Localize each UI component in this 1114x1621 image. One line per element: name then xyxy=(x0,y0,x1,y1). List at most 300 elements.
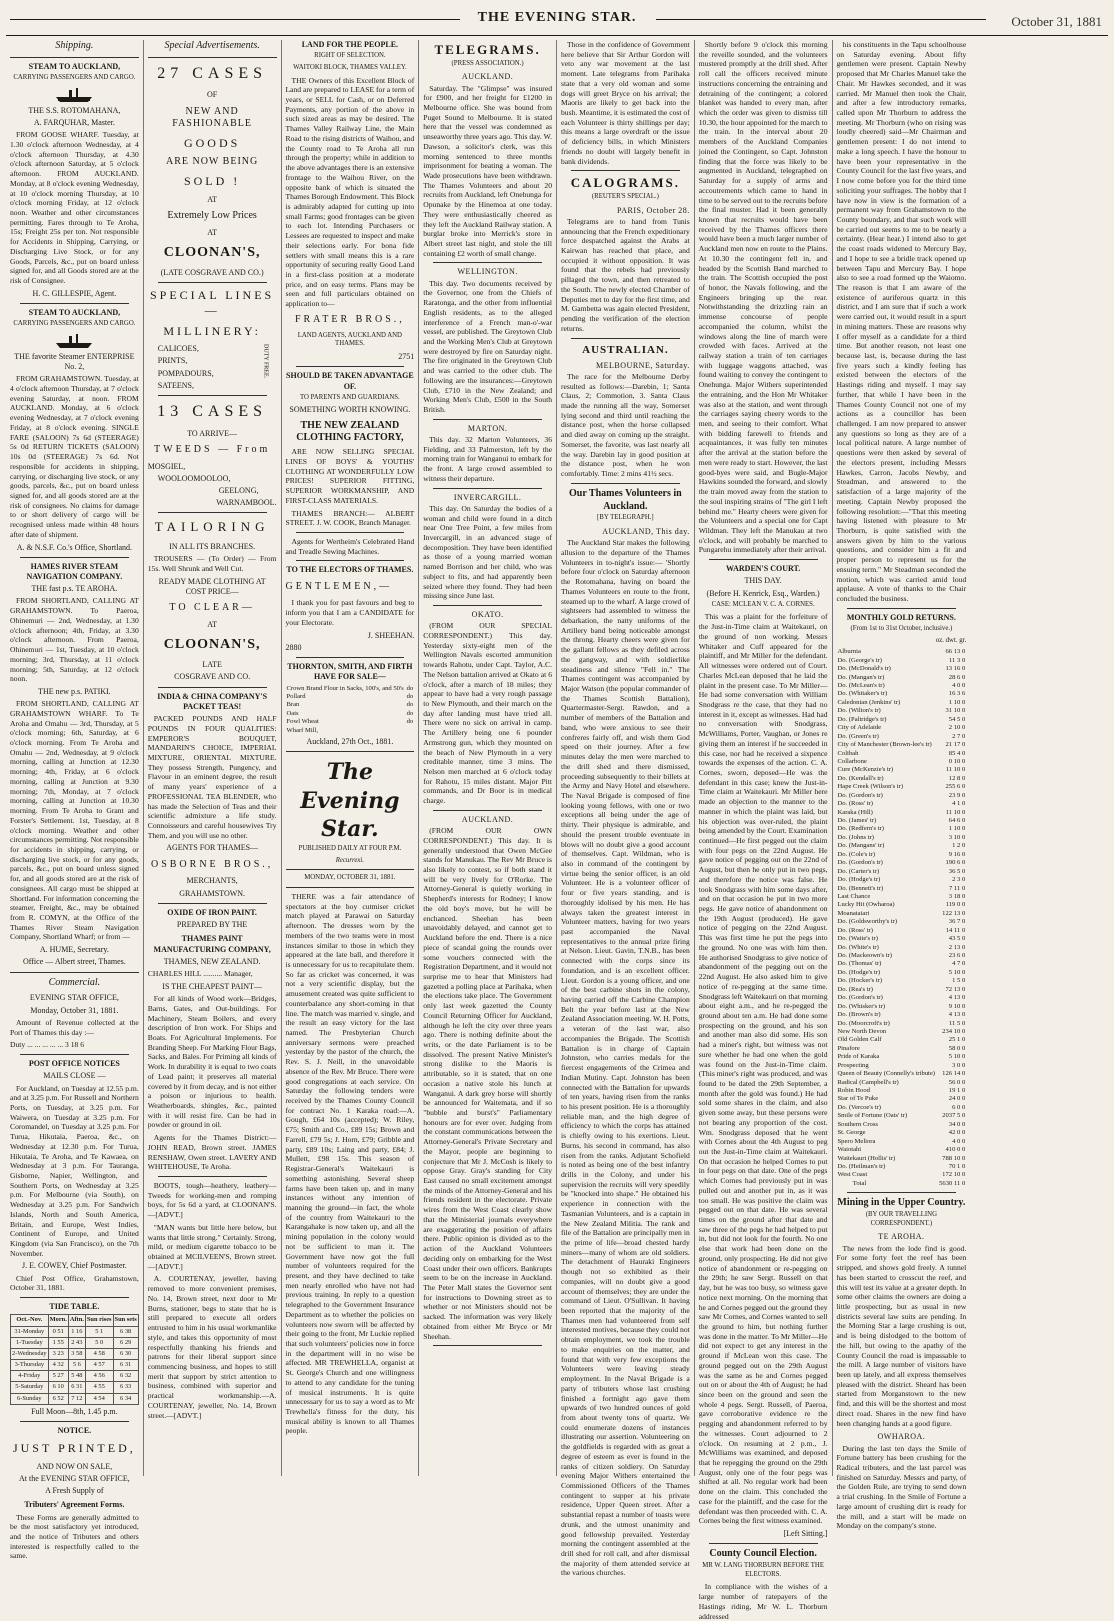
gold-return-row xyxy=(837,1129,967,1137)
steamship-icon xyxy=(54,86,94,104)
tide-cell: 6 30 xyxy=(113,1348,138,1359)
mill-name: WARNAMBOOL. xyxy=(216,498,277,508)
mine-name: Do. (Gordon's tr) xyxy=(837,859,883,867)
gold-yield: 36 5 0 xyxy=(948,867,966,875)
mine-name: Pride of Karaka xyxy=(837,1053,880,1061)
gold-return-row xyxy=(837,1138,967,1146)
gold-return-row xyxy=(837,918,967,926)
notice-heading: NOTICE. xyxy=(57,1426,92,1436)
editorial-date: MONDAY, OCTOBER 31, 1881. xyxy=(304,874,396,882)
mine-name: City of Adelaide xyxy=(837,724,882,732)
gold-return-row xyxy=(837,750,967,758)
article-body: During the last ten days the Smile of Fortune battery has been crushing for the Radical tributers, and the last parcel was finished on Saturday. Messrs and party, of the Golden Rule, are trying to send down a trial crushing. In the Smile of Fortune a large amount of crushing dirt is ready for the mill, and a start will be made on Monday on the company's stone. xyxy=(836,1443,967,1531)
gold-yield: 21 17 0 xyxy=(945,741,966,749)
column-wardens-court xyxy=(695,40,833,1621)
tide-row xyxy=(11,1337,139,1348)
editorial-body: THERE was a fair attendance of spectators at the hoy cutmiser cricket match played at Parawai on Saturday afternoon. The dresses worn by the members of the two teams were in most instances similar to those in which they appeared at the late ball, and therefore it is unnecessary for us to recapitulate them. So far as cricket was concerned, it was not a very scientific display, but the amusement created was quite sufficient to counterbalance any short-coming in that line. The match was married v. single, and the result an easy victory for the last named. The Presbyterian Church anniversary sermons were preached yesterday by the pastor of the church, the Rev. S. J. Neill, in the unavoidable absence of the Rev. Mr Bruce. There were good congregations at each service. On Saturday the following tenders were received by the Thames County Council for contract No. 1 Karaka road:—A. Gough, £64 10s (accepted); W. Riley, £75; Smith and Co., £89 15s; Brown and Farrell, £79 5s; J. Horn, £79; Gribble and party, £89 10s; Laing and party, £84; J. Mullett, £98 15s. This season of Registrar-General's Waitekauri is something astonishing. Several sheep farms have been taken up, and in many instances without any intention of manning the ground—in fact, the whole of the country from Waitekauri to the Karangahake is now taken up, and all the mining population in the colony would not be sufficient to man it. The Government have now got the full number of volunteers required for the present, and they have declined to take men nearly enrolled who have not had previous training. In reply to a question telegraphed to the Government Insurance Department as to whether the policies on volunteers now sworn will be affected by their going to the front, Mr Luckie replied that such volunteers' policies now in force in the department will in no wise be affected. MR TREWHELLA, organist at St. George's Church and one willingness to attend to any candidate for the tuning of musical instruments. It is quite unnecessary for us to say a word as to Mr Trewhella's fitness for the duty, his musical ability is known to all Thames people. xyxy=(285,891,415,1436)
steamship-icon xyxy=(54,332,94,350)
tide-row xyxy=(11,1393,139,1404)
gold-yield: 2 7 0 xyxy=(952,732,966,740)
tide-cell: 2 43 xyxy=(68,1337,85,1348)
divider xyxy=(10,972,139,973)
ad-body: I thank you for past favours and beg to inform you that I am a CANDIDATE for your Electorate. xyxy=(285,598,415,627)
tide-row xyxy=(11,1371,139,1382)
article-body: The race for the Melbourne Derby resulted as follows:—Darebin, 1; Santa Claus, 2; Commotion, 3. Santa Claus made the running all the way, Somerset lying second and third until reaching the distance post, when the horse collapsed and died away on coming up the straight. Somerset, the favorite, was last nearly all the way. Darebin lay in good position at the distance post, when he won comfortably. Time: 2 mins 41½ secs. xyxy=(561,371,690,479)
ad-line: IS THE CHEAPEST PAINT— xyxy=(162,981,262,991)
column-telegrams xyxy=(419,40,557,1476)
tide-row xyxy=(11,1348,139,1359)
divider xyxy=(433,488,542,489)
gold-return-row xyxy=(837,1070,967,1078)
gold-yield: 11 5 0 xyxy=(949,1019,966,1027)
telegram-dateline: AUCKLAND. xyxy=(461,814,514,824)
ad-headline: MILLINERY: xyxy=(163,323,261,338)
ad-headline: TO THE ELECTORS OF THAMES. xyxy=(286,565,414,575)
ad-body: ARE NOW SELLING SPECIAL LINES OF BOYS' & YOUTHS' CLOTHING AT WONDERFULLY LOW PRICES! SUPERIOR FITTING, SUPERIOR WORKMANSHIP, AND FIRST-CLASS MATERIALS. xyxy=(285,447,415,505)
article-sub: CASE: MCLEAN V. C. A. CORNES. xyxy=(711,600,815,608)
divider xyxy=(433,419,542,420)
gold-return-row xyxy=(837,825,967,833)
gold-yield: 4 0 0 xyxy=(952,1137,966,1145)
gold-return-row xyxy=(837,733,967,741)
ad-headline: FRATER BROS., xyxy=(294,313,405,325)
divider xyxy=(158,687,267,688)
mine-name: Do. (Carter's tr) xyxy=(837,867,880,875)
ad-body: CHARLES HILL .......... Manager, xyxy=(147,969,253,979)
divider xyxy=(433,1345,542,1346)
ad-body: For all kinds of Wood work—Bridges, Barns, Gates, and Out-buildings. For Machinery, Steam Boilers, and every description of Iron work. For Ships and Boats. For Agricultural Implements. For Branding Sheep. For Marking Flour Bags, Sacks, and Bales. For Priming all kinds of Work. In durability it is equal to two coats of Lead paint; it preserves all material covered by it from decay, and is not either a poison or injurious to health. Weatherboards, shingles, &c., painted with it will resist fire. Can be had in powder or ground in oil. xyxy=(147,994,277,1130)
tide-col-header: Aftn. xyxy=(68,1315,85,1326)
goods-item: PRINTS, xyxy=(157,356,188,366)
gold-return-row xyxy=(837,1163,967,1171)
divider xyxy=(158,1176,267,1177)
shop-sub: (LATE COSGRAVE AND CO.) xyxy=(160,267,264,277)
gold-return-row xyxy=(837,1087,967,1095)
gold-yield: 5 10 0 xyxy=(948,968,966,976)
ad-headline: GENTLEMEN,— xyxy=(285,580,393,592)
ad-line: Auckland, 27th Oct., 1881. xyxy=(306,737,394,747)
ad-body: Agents for the Thames District:— JOHN READ, Brown street. JAMES RENSHAW, Owen street. LAVERY AND WHITEHOUSE, Te Aroha. xyxy=(147,1133,277,1172)
tide-cell: 6 52 xyxy=(48,1393,68,1404)
mill-name: MOSGIEL, xyxy=(147,461,186,471)
gold-yield: 4 13 0 xyxy=(948,1011,966,1019)
divider xyxy=(433,262,542,263)
article-heading: County Council Election. xyxy=(709,1548,817,1560)
tide-cell: 4 58 xyxy=(85,1348,113,1359)
mine-name: Radical (Campbell's tr) xyxy=(837,1078,899,1086)
gold-yield: 34 0 0 xyxy=(948,1120,966,1128)
tide-cell: 6 10 xyxy=(48,1382,68,1393)
ad-agent: H. C. GILLESPIE, Agent. xyxy=(32,288,117,298)
divider xyxy=(571,338,680,339)
telegram-body: This day. On Saturday the bodies of a woman and child were found in a ditch near One Tree Point, a few miles from Invercargill, in an advanced stage of decomposition. They have been identified as those of a young married woman named Borrison and her child, who was subject to fits, and had apparently been seized where they found. They had been missing since June last. xyxy=(423,503,552,601)
gold-yield: 4 1 0 xyxy=(952,800,966,808)
mine-name: Do. (Brown's tr) xyxy=(837,1011,881,1019)
gold-yield: 2 10 0 xyxy=(948,724,966,732)
gold-return-row xyxy=(837,952,967,960)
ad-headline: TWEEDS — From xyxy=(154,443,271,455)
mine-name: Cure (McKenzie's tr) xyxy=(837,766,894,774)
gold-return-row xyxy=(837,969,967,977)
tide-cell: 5 1 xyxy=(85,1326,113,1337)
gold-return-row xyxy=(837,1062,967,1070)
mine-name: Caledonian (Jenkins' tr) xyxy=(837,698,901,706)
ad-line: AT xyxy=(207,620,218,630)
section-heading-calograms: CALOGRAMS. xyxy=(570,175,680,191)
ad-headline: INDIA & CHINA COMPANY'S PACKET TEAS! xyxy=(157,691,268,711)
ad-headline: 13 CASES xyxy=(157,403,268,421)
tide-row xyxy=(11,1360,139,1371)
shop-name: CLOONAN'S, xyxy=(163,244,261,260)
gold-return-row xyxy=(837,707,967,715)
editorial-masthead: The Evening Star. xyxy=(300,759,400,842)
gold-return-row xyxy=(837,809,967,817)
divider xyxy=(20,557,129,558)
gold-yield: 64 6 0 xyxy=(948,817,966,825)
tide-cell: 4 56 xyxy=(85,1371,113,1382)
column-gold-returns xyxy=(833,40,971,1531)
gold-yield: 19 1 0 xyxy=(948,1087,966,1095)
gold-returns-sub: (From 1st to 31st October, inclusive.) xyxy=(850,624,953,632)
article-body: Shortly before 9 o'clock this morning the reveille sounded, and the volunteers mustered promptly at the drill shed. After roll call the officers received minute instructions concerning the entraining and detraining of the contingent; a colored blanket was handed to every man, after which the order was given to dismiss till 10.30, the hour appointed for the march to the train. In the interval about 20 members of the Auckland Companies joined the Contingent, so Capt. Johnston finding that the force was likely to be augmented in Auckland, telegraphed on Saturday for a supply of arms and accoutrements which came to hand in time to be served out to the recruits before the final muster. Had it been generally known that recruits would have been received by the Thames officers there would have been a much larger number of Auckland men now en route to the Plains. At 10.30 the contingent fell in, and headed by the Scottish Band marched to the train. The Scottish occupied the post of honor, the Navals following, and the Engineers bringing up the rear. Notwithstanding the drizzling rain an immense concourse of people accompanied the column, whilst the windows along the line of march were crowded with faces. Arrived at the railway station a train of ten carriages with luggage waggons attached, was found waiting to convey the contingent to Onehunga. Major Withers superintended the entraining, and the Hon Mr Whitaker was also at the station, and went through the carriages saying cheery words to the men, and seeing to their comfort. What with bidding farewell to friends and acquaintances, it was fully ten minutes after the arrival at the station before the men were ready to start. However, the last good-byes were said, and Bugle-Major Hawkins sounded the forward, and slowly the train moved away from the station to the soul inspiring strains of "The girl I left behind me." Hearty cheers were given for the Volunteers and a special one for Capt Wildman. They left the Manukau at two o'clock, and will probably be marched to Pungarehu immediately after their arrival. xyxy=(698,40,828,555)
mine-name: Smile of Fortune (Oats' tr) xyxy=(837,1112,908,1120)
ad-headline: TO CLEAR— xyxy=(169,602,255,614)
gold-return-row xyxy=(837,1104,967,1112)
telegram-dateline: WELLINGTON. xyxy=(457,267,518,277)
ad-subtitle: TO PARENTS AND GUARDIANS. xyxy=(300,393,400,401)
stock-item: Pollard xyxy=(286,693,306,700)
dateline: PARIS, October 28. xyxy=(617,205,690,215)
mine-name: Do. (Hodge's tr) xyxy=(837,968,881,976)
tide-cell: 6-Sunday xyxy=(11,1393,49,1404)
mine-name: Pinafore xyxy=(837,1044,860,1052)
mine-name: Prospecting xyxy=(837,1061,869,1069)
ad-body: PACKED POUNDS AND HALF POUNDS IN FOUR QUALITIES: EMPEROR'S BOUQUET, MANDARIN'S CHOICE, IMPERIAL MIXTURE, ORIENTAL MIXTURE. They possess Strength, Pungency, and Flavour in an eminent degree, the result of many years' experience of a PROFESSIONAL TEA BLENDER, who has made the Selection of Teas and their scientific admixture a life study. Connoisseurs and careful housewives Try Them, and you will use no other. xyxy=(147,714,277,840)
ad-line: IN ALL ITS BRANCHES. xyxy=(169,542,256,552)
gold-yield: 43 5 0 xyxy=(948,935,966,943)
tide-cell: 5-Saturday xyxy=(11,1382,49,1393)
notice-line: AND NOW ON SALE, xyxy=(36,1461,113,1471)
post-office-body: For Auckland, on Tuesday at 12.55 p.m. and at 3.25 p.m. For Russell and Northern Ports, on Tuesday, at 3.25 p.m. For Waiwera, on Tuesday at 3.25 p.m. For Coromandel, on Tuesday at 3.25 p.m. For Turua, Hikutaia, Paeroa, &c., on Wednesday at 12.30 p.m. For Turua, Hikutaia, Te Aroha, and Te Kawaea, on Wednesday at 3 p.m. For Tauranga, Gisborne, Napier, Wellington, and Southern Ports, on Wednesday at 3.25 p.m. For Melbourne (via South), on Wednesday at 3.25 p.m. For Sandwich Islands, North and South America, Britain, and Europe, West Indies, Continent of Europe, and United Kingdom (via San Francisco), on the 7th November. xyxy=(10,1083,139,1258)
mine-name: Old Golden Calf xyxy=(837,1036,882,1044)
gold-yield: 36 7 0 xyxy=(948,918,966,926)
article-heading: Mining in the Upper Country. xyxy=(837,1197,966,1209)
gold-yield: 14 11 0 xyxy=(945,926,966,934)
section-heading-special-ads: Special Advertisements. xyxy=(164,40,260,51)
tide-cell: 6 31 xyxy=(68,1382,85,1393)
mine-name: New North Devon xyxy=(837,1027,887,1035)
dateline: TE AROHA. xyxy=(878,1232,925,1242)
mine-name: Do. (James' tr) xyxy=(837,817,877,825)
ad-agent: A. HUME, Secretary. xyxy=(39,945,109,955)
gold-yield: 42 0 0 xyxy=(948,1129,966,1137)
stock-ditto: do xyxy=(406,684,414,692)
commercial-body: Amount of Revenue collected at the Port of Thames this day :— xyxy=(10,1017,139,1037)
article-sub: MR W. LANG THORBURN BEFORE THE ELECTORS. xyxy=(702,1562,824,1578)
gold-returns-table xyxy=(837,648,967,1180)
tide-cell: 5 48 xyxy=(68,1371,85,1382)
mine-name: Do. (Johns tr) xyxy=(837,833,874,841)
gold-yield: 24 0 0 xyxy=(948,1095,966,1103)
column-land-and-editorial xyxy=(282,40,420,1476)
gold-return-row xyxy=(837,741,967,749)
goods-item: CALICOES, xyxy=(157,344,199,354)
tide-cell: 3 58 xyxy=(68,1348,85,1359)
gold-yield: 119 0 0 xyxy=(945,901,966,909)
gold-return-row xyxy=(837,800,967,808)
gold-yield: 11 10 0 xyxy=(945,766,966,774)
tide-cell: 0 51 xyxy=(48,1326,68,1337)
ad-headline: ARE NOW BEING xyxy=(165,156,259,168)
ad-body: FROM GOOSE WHARF. Tuesday, at 1.30 o'clock afternoon Wednesday, at 4 o'clock afternoon Thursday, at 4.30 o'clock afternoon Saturday, at 5 o'clock afternoon. FROM AUCKLAND. Monday, at 8 o'clock evening Wednesday, at 10 o'clock morning Thursday, at 10 o'clock morning Friday, at 12 o'clock noon. Weather and other circumstances permitting. Fares through to Te Aroha, 15s; Freight 25s per ton. Not responsible for Accidents in Shipping, Carrying, or Discharging Live Stock, or for any Goods, Parcels, &c., put on board unless signed for, and all Goods stored are at the risk of Consignee. xyxy=(10,130,139,285)
mine-name: Do. (Rea's tr) xyxy=(837,985,873,993)
ad-signature: J. SHEEHAN. xyxy=(367,630,415,640)
gold-returns-unit: oz. dwt. gr. xyxy=(935,636,967,644)
ad-line: TO ARRIVE— xyxy=(187,428,238,438)
gold-yield: 23 6 0 xyxy=(948,952,966,960)
ad-body: Agents for Wertheim's Celebrated Hand and Treadle Sewing Machines. xyxy=(285,537,415,556)
mine-name: Do. (Wilton's tr) xyxy=(837,707,881,715)
ad-headline: OXIDE OF IRON PAINT. xyxy=(167,907,257,917)
stock-ditto xyxy=(406,727,415,735)
ad-headline: GOODS xyxy=(183,136,241,151)
article-body: In compliance with the wishes of a large number of ratepayers of the Hastings riding, Mr W. L. Thorburn addressed xyxy=(698,1582,828,1621)
gold-yield: 6 0 0 xyxy=(952,1103,966,1111)
mine-name: Last Chance xyxy=(837,892,871,900)
gold-yield: 190 6 0 xyxy=(945,859,966,867)
tide-cell: 6 32 xyxy=(113,1371,138,1382)
mill-name: GEELONG, xyxy=(218,486,259,495)
ad-headline: SHOULD BE TAKEN ADVANTAGE OF. xyxy=(286,371,414,391)
gold-yield: 4 0 0 xyxy=(952,682,966,690)
tide-cell: 6 38 xyxy=(113,1326,138,1337)
gold-return-row xyxy=(837,1045,967,1053)
divider xyxy=(286,887,415,888)
mine-name: Collarbone xyxy=(837,757,867,765)
gold-yield: 0 10 0 xyxy=(948,757,966,765)
article-sub: [BY TELEGRAPH.] xyxy=(597,514,654,522)
ad-line: AT xyxy=(207,227,218,237)
gold-yield: 11 3 0 xyxy=(949,656,966,664)
telegram-body: This day. 32 Marton Volunteers, 36 Fielding, and 33 Palmerston, left by the morning train for Wanganui to embark for the front. A large crowd assembled to witness their departure. xyxy=(423,435,552,483)
mine-name: Do. (Hocker's tr) xyxy=(837,977,883,985)
tide-cell: 3-Thursday xyxy=(11,1360,49,1371)
divider xyxy=(571,170,680,171)
gold-yield: 255 6 0 xyxy=(945,783,966,791)
divider xyxy=(709,1543,818,1544)
divider xyxy=(296,366,405,367)
gold-yield: 2 3 0 xyxy=(952,876,966,884)
ad-body: TROUSERS — (To Order) — From 15s. Well Shrunk and Well Cut. xyxy=(147,554,277,574)
gold-return-row xyxy=(837,690,967,698)
ad-line: PREPARED BY THE xyxy=(176,920,248,930)
divider xyxy=(296,657,405,658)
ad-body: THAMES BRANCH:— ALBERT STREET. J. W. COOK, Branch Manager. xyxy=(285,508,415,528)
gold-yield: 56 0 0 xyxy=(948,1078,966,1086)
divider xyxy=(296,532,405,533)
mine-name: Do. (Moorcroft's tr) xyxy=(837,1019,890,1027)
ad-line: COSGRAVE AND CO. xyxy=(174,672,251,682)
gold-return-row xyxy=(837,699,967,707)
post-office-address: Chief Post Office, Grahamstown, October 31, 1881. xyxy=(10,1273,139,1293)
article-body: The Auckland Star makes the following allusion to the departure of the Thames Volunteers in to-night's issue:— 'Shortly before four o'clock on Saturday afternoon the Rotomahana, having on board the Thames Volunteers en route to the front, steamed up to the wharf. A large crowd of sightseers had assembled to witness the debarkation, the natty uniforms of the Artillery band being noticeable amongst the throng. Hearty cheers were given for the gallant fellows as they defiled across the gangway, and with soldierlike steadiness and silence "Fell in." The Thames contingent was accompanied by Major Watson (the popular commander of the Thames Scottish Battalion), Quartermaster-Sergt. Rawdon, and a number of members of the Battalion and band, who were anxious to see their confreres fairly off, and wish them God speed on their journey. After a few minutes delay the men were marched to the drill shed and there dismissed, proceeding subsequently to their billets at the Army and Navy Hotel and elsewhere. The Naval Brigade is composed of fine looking young fellows, with one or two exceptions all being under the age of thirty. Their physique is admirable, and should the present trouble eventuate in blows will no doubt give a good account of themselves. Capt. Wildman, who is also in command of the contingent by virtue being the senior officer, is an old Volunteer. He is a volunteer officer of four or five years standing, and is thoroughly idolised by his men. He has always taken the greatest interest in Volunteer matters, having for two years past accompanied the Naval representatives to the annual prize firing at Nelson. Lieut. Gavin, T.N.B., has been connected with the corps since its foundation, and is an excellent officer. Lieut. Gordon is a young officer, and one of the best carbine shots in the colony, having carried off the Carbine Champion Belt the year before last at the New Zealand Association meeting. W. H. Potts, a veteran of the last war, also accompanies the Brigade. The Scottish Battalion is in charge of Captain Johnston, who carries medals for the fiercest engagements of the Crimea and Indian Mutiny. Capt. Johnston has been connected with the Battalion for upwards of ten years, having risen from the ranks to his present position. He is a thoroughly reliable man, and the high degree of efficiency to which the corps has attained is chiefly owing to his exertions. Lieut. Burns, his second in command, has also risen from the ranks. Adjutant Schofield is noted as being one of the best infantry drills in the Colony, and under his supervision the recruits will very speedily be "knocked into shape." He obtained his experience in connection with the Tasmanian Volunteers, and is a captain in the New Zealand Militia. The rank and file of the Battalion are principally men in the prime of life—broad chested hardy miners—many of whom are old soldiers. The detachment of Hauraki Engineers though not so exhibited as their companies, will no doubt give a good account of themselves; they are under the command of Lieut. O'Sullivan. It having been reported that the majority of the Thames men had volunteered from self interested motives, because they could not obtain employment, we took the trouble to make enquiries on the matter, and found that with very few exceptions the Volunteers were leaving steady employment. In the Naval Brigade is a party of tributers whose last crushing finished a fortnight ago gave them upwards of two hundred ounces of gold from about twenty tons of quartz. We could enumerate dozens of instances illustrating our assertion. Volunteering on the goldfields is regarded with as great a degree of esteem as ever is found in the ranks of citizen soldiery. On Saturday evening Major Withers entertained the Commissioned Officers of the Thames contingent to supper at his private residence, Upper Queen street. After a substantial repast a number of toasts were drunk, and the utmost unanimity and good fellowship prevailed. Yesterday morning the contingent assembled at the drill shed for roll call, and after dismissal the majority of them attended service at the various churches. xyxy=(561,538,690,1578)
divider xyxy=(571,483,680,484)
column-shipping xyxy=(6,40,144,1561)
mine-name: Karaka (Hill) xyxy=(837,808,873,816)
stock-row xyxy=(286,727,415,735)
gold-return-row xyxy=(837,817,967,825)
tide-col-header: Morn. xyxy=(48,1315,68,1326)
ad-office: Office — Albert street, Thames. xyxy=(22,957,126,967)
tide-cell: 2-Wednesday xyxy=(11,1348,49,1359)
divider xyxy=(20,1297,129,1298)
gold-return-row xyxy=(837,893,967,901)
tide-cell: 31-Monday xyxy=(11,1326,49,1337)
gold-yield: 23 9 0 xyxy=(948,791,966,799)
tide-cell: 5 27 xyxy=(48,1371,68,1382)
tide-cell: 1 16 xyxy=(68,1326,85,1337)
tide-table xyxy=(10,1314,139,1405)
gold-return-row xyxy=(837,885,967,893)
dateline: AUCKLAND, This day. xyxy=(602,527,690,537)
masthead-rule-right xyxy=(656,19,986,20)
ad-headline: 27 CASES xyxy=(157,64,268,82)
tide-cell: 6 29 xyxy=(113,1337,138,1348)
goods-item: POMPADOURS, xyxy=(157,368,214,378)
mine-name: Do. (Green's tr) xyxy=(837,732,879,740)
ad-title: STEAM TO AUCKLAND, xyxy=(28,61,121,71)
gold-return-row xyxy=(837,935,967,943)
gold-return-row xyxy=(837,977,967,985)
gold-returns-total xyxy=(837,1180,967,1188)
gold-yield: 4 7 0 xyxy=(952,960,966,968)
divider xyxy=(158,282,267,283)
tide-col-header: Sun rises xyxy=(85,1315,113,1326)
mine-name: Do. (Paltridge's tr) xyxy=(837,715,887,723)
gold-yield: 1 10 0 xyxy=(948,698,966,706)
total-label: Total xyxy=(852,1179,867,1187)
ad-line: LATE xyxy=(202,660,222,670)
ad-body: "MAN wants but little here below, but wants that little strong." Certainly. Strong, mild, or medium cigarette tobacco to be obtained at MCILVEEN'S, Brown street.—[ADVT.] xyxy=(147,1222,277,1271)
divider xyxy=(709,559,818,560)
gold-return-row xyxy=(837,994,967,1002)
mine-name: Do. (White's tr) xyxy=(837,943,879,951)
ad-headline: Extremely Low Prices xyxy=(167,209,257,221)
stock-row xyxy=(286,710,415,718)
gold-yield: 11 10 0 xyxy=(945,808,966,816)
gold-yield: 234 10 0 xyxy=(942,1027,966,1035)
gold-return-row xyxy=(837,648,967,656)
gold-return-row xyxy=(837,910,967,918)
gold-return-row xyxy=(837,682,967,690)
gold-return-row xyxy=(837,665,967,673)
mine-name: Do. (George's tr) xyxy=(837,656,882,664)
divider xyxy=(433,605,542,606)
ad-line: READY MADE CLOTHING AT COST PRICE— xyxy=(158,576,266,596)
divider xyxy=(20,303,129,304)
article-heading: WARDEN'S COURT. xyxy=(726,564,801,574)
notice-line: At the EVENING STAR OFFICE, xyxy=(19,1473,130,1483)
vessel-name: THE S.S. ROTOMAHANA, xyxy=(28,105,121,115)
gold-return-row xyxy=(837,1003,967,1011)
gold-return-row xyxy=(837,851,967,859)
editorial-motto: Recurrexi. xyxy=(335,856,364,864)
mine-name: Do. (Ross' tr) xyxy=(837,800,873,808)
gold-return-row xyxy=(837,960,967,968)
ad-body: BOOTS, tough—heathery, leathery—Tweeds for working-men and romping boys, for 5s 6d a yard, at CLOONAN'S.—[ADVT.] xyxy=(147,1181,277,1220)
telegram-body: (FROM OUR OWN CORRESPONDENT.) This day. It is generally understood that Owen McGee stands for Manukau. The Rev Mr Bruce is also likely to contest, so if both stand it will be very lively for O'Rorke. The Attorney-General is quietly working in Shepherd's interests for Rodney; I know the old boy's move, but he will be enchanced. Sheehan has been unavoidably delayed, and cannot get to Auckland before the end. There is a nice piece of scandal going the rounds over some vouchers connected with the Registration Department, and it would not surprise me to hear that Ministers had gazetted a polling place at Parihaka, when the elections take place. The Government only last week gazetted the County Council Returning Officer for Auckland, although he left the city over three years ago. There is nothing definite about the writs, or the date Parliament is to be dissolved. The present Native Minister's strong dislike to the Maoris is attributable, so it is stated, that on one occasion a native stole his lunch at Wanganui. A dark grey horse will shortly be announced for Waitemata, and if so "bubble and burst's" Parliamentary honours are for ever over. Judging from the constant communications between the Attorney-General's Private Secretary and the Mayor, people are beginning to conjecture that Mr J. McCosh is likely to oppose Gray. Gray's standing for City East caused no small excitement amongst the minds of the Attorney-General and his friends resident in the electorate. Private wires from the West Coast clearly show that the Ministerial journals everywhere are exaggerating the position of affairs there. Public opinion is divided as to the action of the Auckland Volunteers deciding only on embarking for the West Coast under their own officers. Bankrupts seem to be on the increase in Auckland. The Peter Mall states the Governor sent for instructions to Downing street as to whether or not Ministers should not be sacked. The information was very likely obtained from either Mr Bryce or Mr Sheehan. xyxy=(423,826,552,1341)
dateline: OWHAROA. xyxy=(877,1432,926,1442)
mine-name: Queen of Beauty (Connelly's tribute) xyxy=(837,1070,936,1078)
ad-line: SOMETHING WORTH KNOWING. xyxy=(289,405,411,415)
notice-body: These Forms are generally admitted to be the most satisfactory yet introduced, and the notice of Tributers and others interested is respectfully called to the same. xyxy=(10,1512,139,1561)
tide-cell: 5 6 xyxy=(68,1360,85,1371)
stock-item: Crown Brand Flour in Sacks, 100's, and 50's xyxy=(286,684,404,692)
mine-name: Colibah xyxy=(837,749,859,757)
notice-line: JUST PRINTED, xyxy=(12,1441,136,1456)
stock-row xyxy=(286,718,415,726)
mine-name: Moanataiari xyxy=(837,909,870,917)
mine-name: Do. (Bennett's tr) xyxy=(837,884,884,892)
gold-yield: 31 10 0 xyxy=(945,707,966,715)
gold-return-row xyxy=(837,868,967,876)
mine-name: Do. (Kendall's tr) xyxy=(837,774,884,782)
telegram-dateline: AUCKLAND. xyxy=(461,72,514,82)
gold-return-row xyxy=(837,783,967,791)
column-special-ads xyxy=(144,40,282,1476)
commercial-date: Monday, October 31, 1881. xyxy=(30,1005,119,1015)
ad-headline: THE NEW ZEALAND CLOTHING FACTORY, xyxy=(296,419,404,444)
section-heading-shipping: Shipping. xyxy=(55,40,94,51)
mine-name: Alburnia xyxy=(837,648,861,656)
tide-cell: 6 31 xyxy=(113,1360,138,1371)
tide-cell: 4 57 xyxy=(85,1360,113,1371)
shop-name: CLOONAN'S, xyxy=(163,637,261,653)
gold-yield: 788 10 0 xyxy=(942,1154,966,1162)
issue-date: October 31, 1881 xyxy=(1011,14,1102,29)
tide-col-header: Sun sets xyxy=(113,1315,138,1326)
tide-cell: 4 55 xyxy=(85,1382,113,1393)
gold-yield: 66 13 0 xyxy=(945,648,966,656)
tide-cell: 5 0 xyxy=(85,1337,113,1348)
stock-ditto: do xyxy=(406,701,414,709)
mine-name: Do. (McLean's tr) xyxy=(837,682,885,690)
vessel-name: THE fast p.s. TE AROHA. xyxy=(31,584,118,594)
gold-return-row xyxy=(837,1171,967,1179)
gold-yield: 9 10 0 xyxy=(948,1002,966,1010)
mine-name: St. George xyxy=(837,1129,866,1137)
article-note: [Left Sitting.] xyxy=(783,1529,828,1539)
divider xyxy=(286,751,415,752)
gold-return-row xyxy=(837,986,967,994)
stock-row xyxy=(286,701,415,709)
mine-name: Do. (Mackeown's tr) xyxy=(837,952,892,960)
gold-yield: 3 10 0 xyxy=(948,833,966,841)
stock-item: Bran xyxy=(286,701,300,709)
mine-name: Lucky Hit (Owharoa) xyxy=(837,901,895,909)
newspaper-columns xyxy=(6,40,1108,1621)
ad-subtitle: LAND AGENTS, AUCKLAND AND THAMES. xyxy=(297,331,402,348)
ad-headline: SOLD ! xyxy=(183,174,241,189)
gold-return-row xyxy=(837,927,967,935)
mine-name: Star of Te Puke xyxy=(837,1095,879,1103)
goods-item: SATEENS, xyxy=(157,380,194,390)
gold-return-row xyxy=(837,1112,967,1120)
mine-name: West Coast xyxy=(837,1171,868,1179)
section-heading-commercial: Commercial. xyxy=(48,976,101,988)
mine-name: Southern Cross xyxy=(837,1120,878,1128)
section-sub: (PRESS ASSOCIATION.) xyxy=(451,59,524,67)
